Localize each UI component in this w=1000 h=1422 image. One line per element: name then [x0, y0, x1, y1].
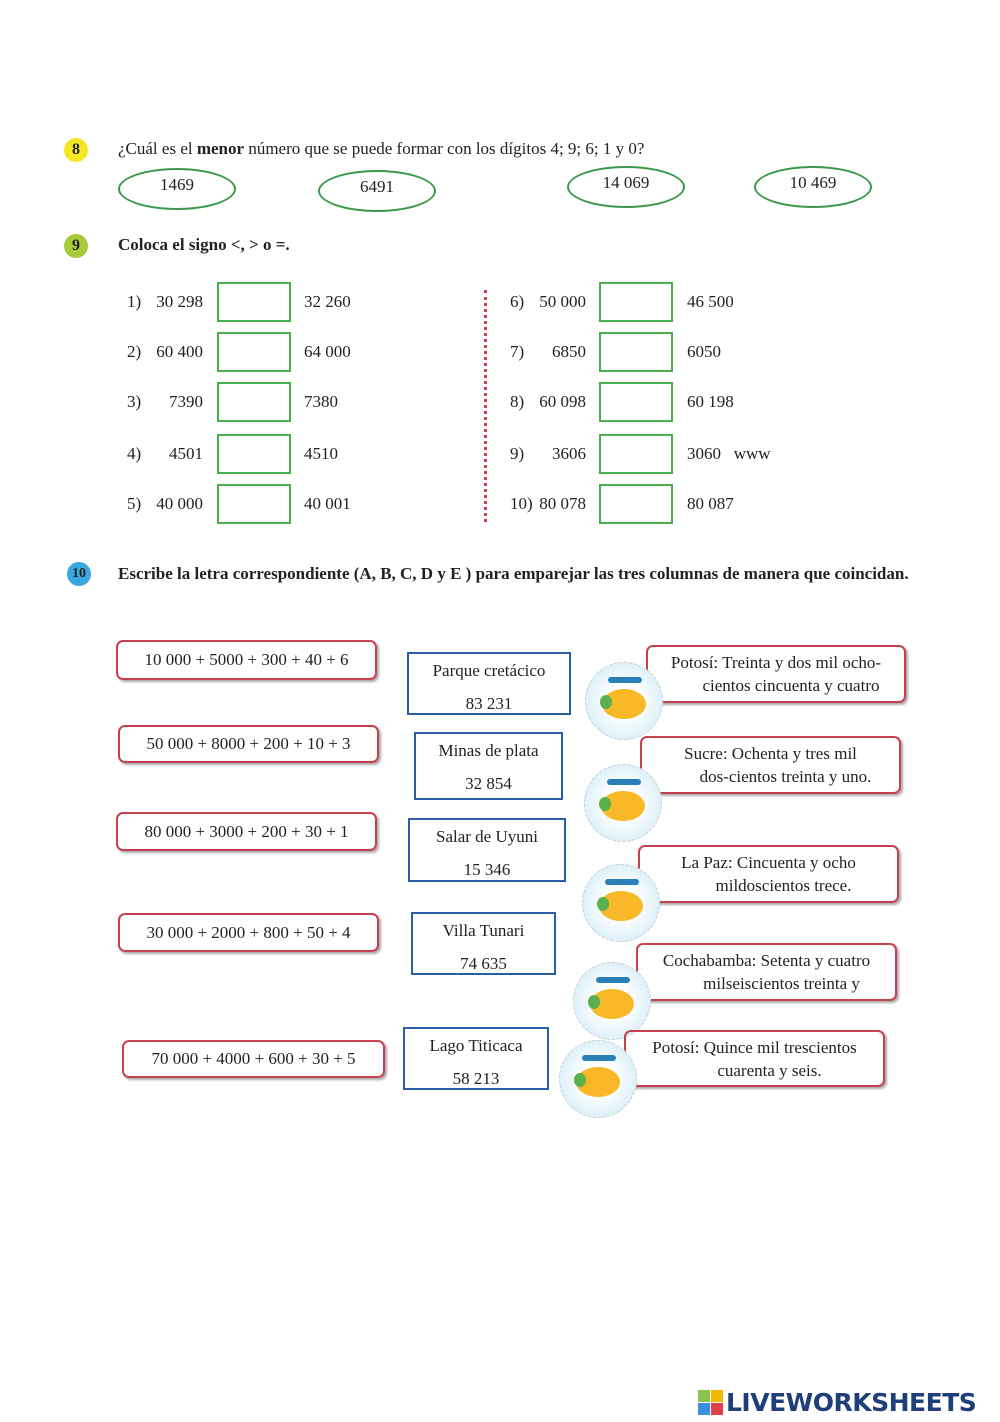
compare-label: 6): [510, 292, 525, 311]
option-1469[interactable]: 1469: [118, 168, 236, 210]
sum-box: 30 000 + 2000 + 800 + 50 + 4: [118, 913, 379, 952]
words-box: [624, 1030, 885, 1087]
logo-text: LIVEWORKSHEETS: [726, 1388, 977, 1417]
place-value: 15 346: [463, 860, 511, 879]
helicopter-icon: [584, 764, 662, 842]
compare-right-number: 4510: [304, 444, 338, 463]
sign-input-box[interactable]: [599, 332, 673, 372]
question-9-badge: 9: [64, 234, 88, 258]
compare-right-number: 64 000: [304, 342, 351, 361]
words-line-1: Cochabamba: Setenta y cuatro: [662, 951, 871, 970]
compare-label: 10): [510, 494, 533, 513]
place-box: [407, 652, 571, 715]
question-10-badge: 10: [67, 562, 91, 586]
column-divider: [484, 290, 487, 522]
sign-input-box[interactable]: [217, 434, 291, 474]
sign-input-box[interactable]: [217, 332, 291, 372]
compare-label: 4): [127, 444, 142, 463]
helicopter-icon: [573, 962, 651, 1040]
helicopter-icon: [559, 1040, 637, 1118]
compare-right-number: 3060 www: [687, 444, 771, 463]
compare-right-number: 32 260: [304, 292, 351, 311]
place-box: [408, 818, 566, 882]
sign-input-box[interactable]: [217, 484, 291, 524]
helicopter-icon: [582, 864, 660, 942]
compare-left-number: 60 098: [539, 392, 586, 411]
compare-label: 8): [510, 392, 525, 411]
compare-left-number: 4501: [169, 444, 203, 463]
q8-bold: menor: [196, 139, 245, 158]
compare-left-number: 7390: [169, 392, 203, 411]
place-value: 32 854: [465, 774, 512, 793]
words-line-1: La Paz: Cincuenta y ocho: [681, 853, 856, 872]
compare-label: 2): [127, 342, 142, 361]
compare-label: 9): [510, 444, 525, 463]
compare-right-number: 80 087: [687, 494, 734, 513]
helicopter-icon: [585, 662, 663, 740]
question-8-badge: 8: [64, 138, 88, 162]
sum-box: 70 000 + 4000 + 600 + 30 + 5: [122, 1040, 385, 1078]
place-box: [414, 732, 563, 800]
sign-input-box[interactable]: [599, 484, 673, 524]
words-box: [638, 845, 899, 903]
words-line-2: cientos cincuenta y cuatro: [702, 676, 880, 695]
compare-right-number: 40 001: [304, 494, 351, 513]
place-name: Lago Titicaca: [429, 1036, 523, 1055]
words-box: [636, 943, 897, 1001]
words-line-1: Potosí: Quince mil trescientos: [652, 1038, 857, 1057]
question-9-title: Coloca el signo <, > o =.: [118, 235, 290, 254]
liveworksheets-logo: [698, 1388, 976, 1417]
place-name: Salar de Uyuni: [436, 827, 538, 846]
place-name: Minas de plata: [438, 741, 539, 760]
compare-right-number: 60 198: [687, 392, 734, 411]
words-box: [640, 736, 901, 794]
q8-pre: ¿Cuál es el: [118, 139, 197, 158]
compare-left-number: 40 000: [156, 494, 203, 513]
compare-left-number: 60 400: [156, 342, 203, 361]
words-line-2: dos-cientos treinta y uno.: [699, 767, 872, 786]
compare-label: 5): [127, 494, 142, 513]
sign-input-box[interactable]: [599, 382, 673, 422]
sum-box: 50 000 + 8000 + 200 + 10 + 3: [118, 725, 379, 763]
compare-right-number: 7380: [304, 392, 338, 411]
compare-left-number: 6850: [552, 342, 586, 361]
sign-input-box[interactable]: [217, 382, 291, 422]
words-line-1: Potosí: Treinta y dos mil ocho-: [670, 653, 882, 672]
option-14069[interactable]: 14 069: [567, 166, 685, 208]
sign-input-box[interactable]: [599, 434, 673, 474]
sum-box: 80 000 + 3000 + 200 + 30 + 1: [116, 812, 377, 851]
question-8-text: [118, 139, 644, 159]
place-value: 58 213: [452, 1069, 500, 1088]
place-name: Parque cretácico: [432, 661, 546, 680]
option-10469[interactable]: 10 469: [754, 166, 872, 208]
option-6491[interactable]: 6491: [318, 170, 436, 212]
sum-box: 10 000 + 5000 + 300 + 40 + 6: [116, 640, 377, 680]
compare-label: 3): [127, 392, 142, 411]
words-line-2: milseiscientos treinta y: [703, 974, 860, 993]
compare-label: 1): [127, 292, 142, 311]
words-line-2: mildoscientos trece.: [715, 876, 852, 895]
compare-left-number: 50 000: [539, 292, 586, 311]
place-value: 74 635: [460, 954, 507, 973]
words-line-2: cuarenta y seis.: [717, 1061, 822, 1080]
live-badge-icon: [698, 1390, 723, 1415]
compare-left-number: 80 078: [539, 494, 586, 513]
compare-left-number: 30 298: [156, 292, 203, 311]
place-box: [411, 912, 556, 975]
words-box: [646, 645, 906, 703]
words-line-1: Sucre: Ochenta y tres mil: [684, 744, 857, 763]
question-10-title: Escribe la letra correspondiente (A, B, C, D y E ) para emparejar las tres columnas de manera que coincidan.: [118, 564, 909, 583]
compare-right-number: 6050: [687, 342, 721, 361]
sign-input-box[interactable]: [217, 282, 291, 322]
place-box: [403, 1027, 549, 1090]
place-name: Villa Tunari: [442, 921, 525, 940]
sign-input-box[interactable]: [599, 282, 673, 322]
place-value: 83 231: [465, 694, 513, 713]
q8-post: número que se puede formar con los dígitos 4; 9; 6; 1 y 0?: [244, 139, 645, 158]
compare-label: 7): [510, 342, 525, 361]
compare-right-number: 46 500: [687, 292, 734, 311]
compare-left-number: 3606: [552, 444, 586, 463]
